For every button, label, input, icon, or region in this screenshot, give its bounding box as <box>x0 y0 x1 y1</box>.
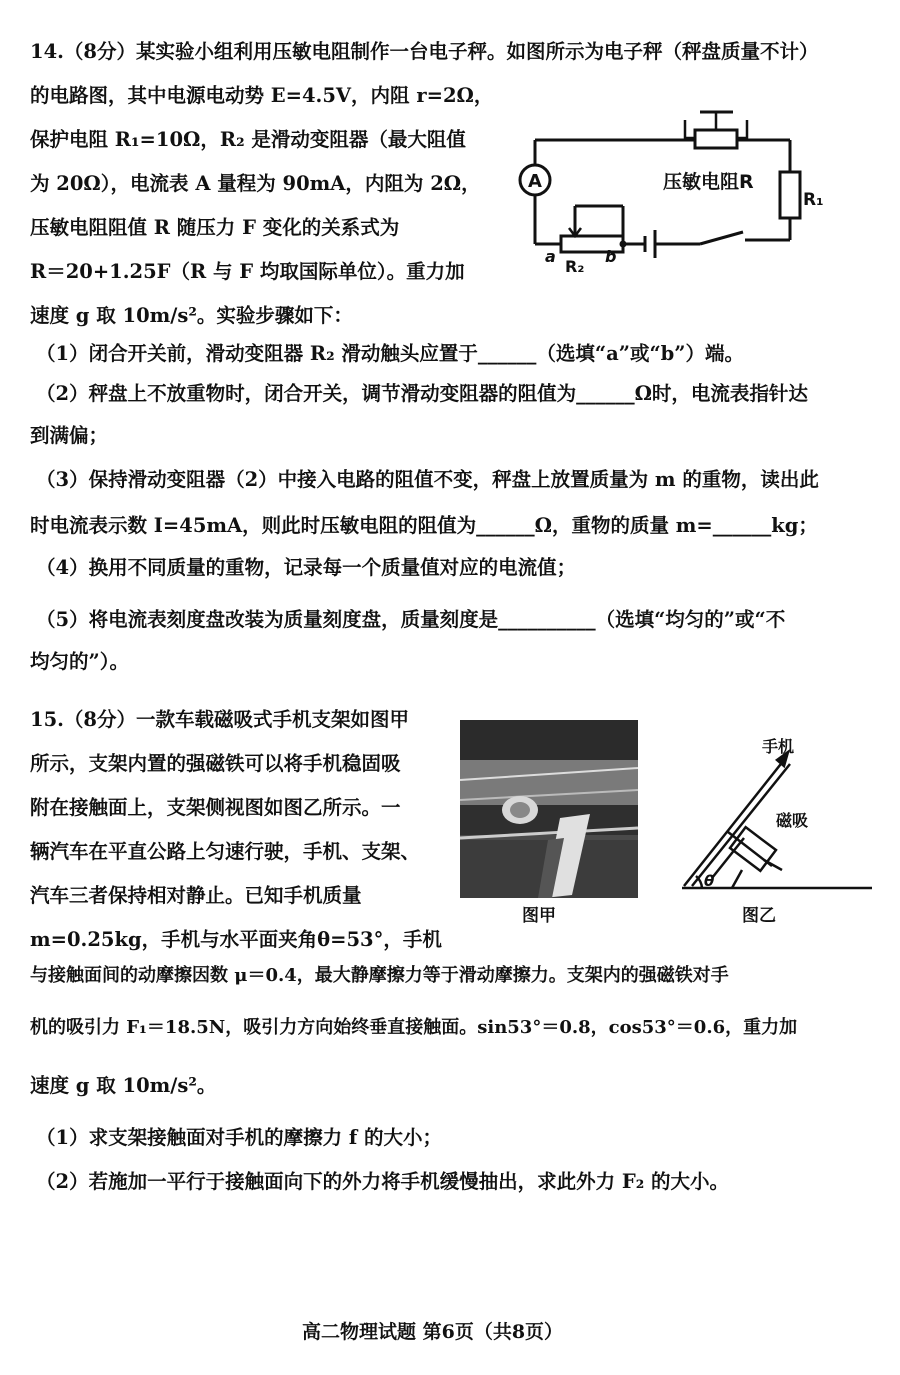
q14-line-3: 保护电阻 R₁=10Ω，R₂ 是滑动变阻器（最大阻值 <box>30 128 466 151</box>
q14-step-1: （1）闭合开关前，滑动变阻器 R₂ 滑动触头应置于______（选填“a”或“b”）端。 <box>36 342 745 365</box>
r2-label: R₂ <box>565 257 585 276</box>
q15-line-5: 汽车三者保持相对静止。已知手机质量 <box>30 884 362 907</box>
ammeter-label: A <box>528 171 542 192</box>
q14-line-2: 的电路图，其中电源电动势 E=4.5V，内阻 r=2Ω， <box>30 84 494 107</box>
q14-step-5-cont: 均匀的”）。 <box>30 650 129 673</box>
q14-step-5: （5）将电流表刻度盘改装为质量刻度盘，质量刻度是__________（选填“均匀的”或“不 <box>36 608 786 631</box>
q14-line-6: R＝20+1.25F（R 与 F 均取国际单位）。重力加 <box>30 260 465 283</box>
q14-line-5: 压敏电阻阻值 R 随压力 F 变化的关系式为 <box>30 216 400 239</box>
q14-line-7: 速度 g 取 10m/s²。实验步骤如下： <box>30 304 353 327</box>
side-view-diagram <box>672 730 882 930</box>
pressure-resistor-symbol <box>695 130 737 148</box>
q14-step-2-cont: 到满偏； <box>30 424 109 447</box>
q15-sub-2: （2）若施加一平行于接触面向下的外力将手机缓慢抽出，求此外力 F₂ 的大小。 <box>36 1170 730 1193</box>
q15-line-3: 附在接触面上，支架侧视图如图乙所示。一 <box>30 796 401 819</box>
q15-sub-1: （1）求支架接触面对手机的摩擦力 f 的大小； <box>36 1126 443 1149</box>
q14-step-3: （3）保持滑动变阻器（2）中接入电路的阻值不变，秤盘上放置质量为 m 的重物，读出此 <box>36 468 819 491</box>
q15-line-7: 与接触面间的动摩擦因数 μ＝0.4，最大静摩擦力等于滑动摩擦力。支架内的强磁铁对手 <box>30 965 729 986</box>
fig-b-phone-label: 手机 <box>762 737 795 756</box>
fig-b-angle-label: θ <box>704 872 715 890</box>
fig-b-caption: 图乙 <box>742 906 776 926</box>
q15-line-2: 所示，支架内置的强磁铁可以将手机稳固吸 <box>30 752 401 775</box>
q15-line-8: 机的吸引力 F₁＝18.5N，吸引力方向始终垂直接触面。sin53°＝0.8，cos53°＝0.6，重力加 <box>30 1017 798 1038</box>
circuit-diagram <box>505 110 824 280</box>
r1-symbol <box>780 172 800 218</box>
fig-a-caption: 图甲 <box>522 906 556 926</box>
q15-line-1: 15.（8分）一款车载磁吸式手机支架如图甲 <box>30 708 409 731</box>
q15-line-6: m=0.25kg，手机与水平面夹角θ=53°，手机 <box>30 928 442 951</box>
q14-line-1: 14.（8分）某实验小组利用压敏电阻制作一台电子秤。如图所示为电子秤（秤盘质量不计） <box>30 40 819 63</box>
q14-line-4: 为 20Ω），电流表 A 量程为 90mA，内阻为 2Ω， <box>30 172 481 195</box>
phone-holder-photo <box>460 720 638 898</box>
page-footer: 高二物理试题 第6页（共8页） <box>302 1321 564 1343</box>
r2-slider <box>569 224 581 236</box>
q15-line-9: 速度 g 取 10m/s²。 <box>30 1074 217 1097</box>
pressure-resistor-label: 压敏电阻R <box>663 171 754 193</box>
fig-b-magnet-label: 磁吸 <box>776 811 809 830</box>
q15-line-4: 辆汽车在平直公路上匀速行驶，手机、支架、 <box>30 840 421 863</box>
terminal-a-label: a <box>545 247 556 266</box>
terminal-b-label: b <box>605 247 617 266</box>
r1-label: R₁ <box>803 190 824 210</box>
q14-step-3-cont: 时电流表示数 I=45mA，则此时压敏电阻的阻值为______Ω，重物的质量 m=______kg； <box>30 514 818 537</box>
q14-step-4: （4）换用不同质量的重物，记录每一个质量值对应的电流值； <box>36 556 577 579</box>
q14-step-2: （2）秤盘上不放重物时，闭合开关，调节滑动变阻器的阻值为______Ω时，电流表指针达 <box>36 382 808 405</box>
